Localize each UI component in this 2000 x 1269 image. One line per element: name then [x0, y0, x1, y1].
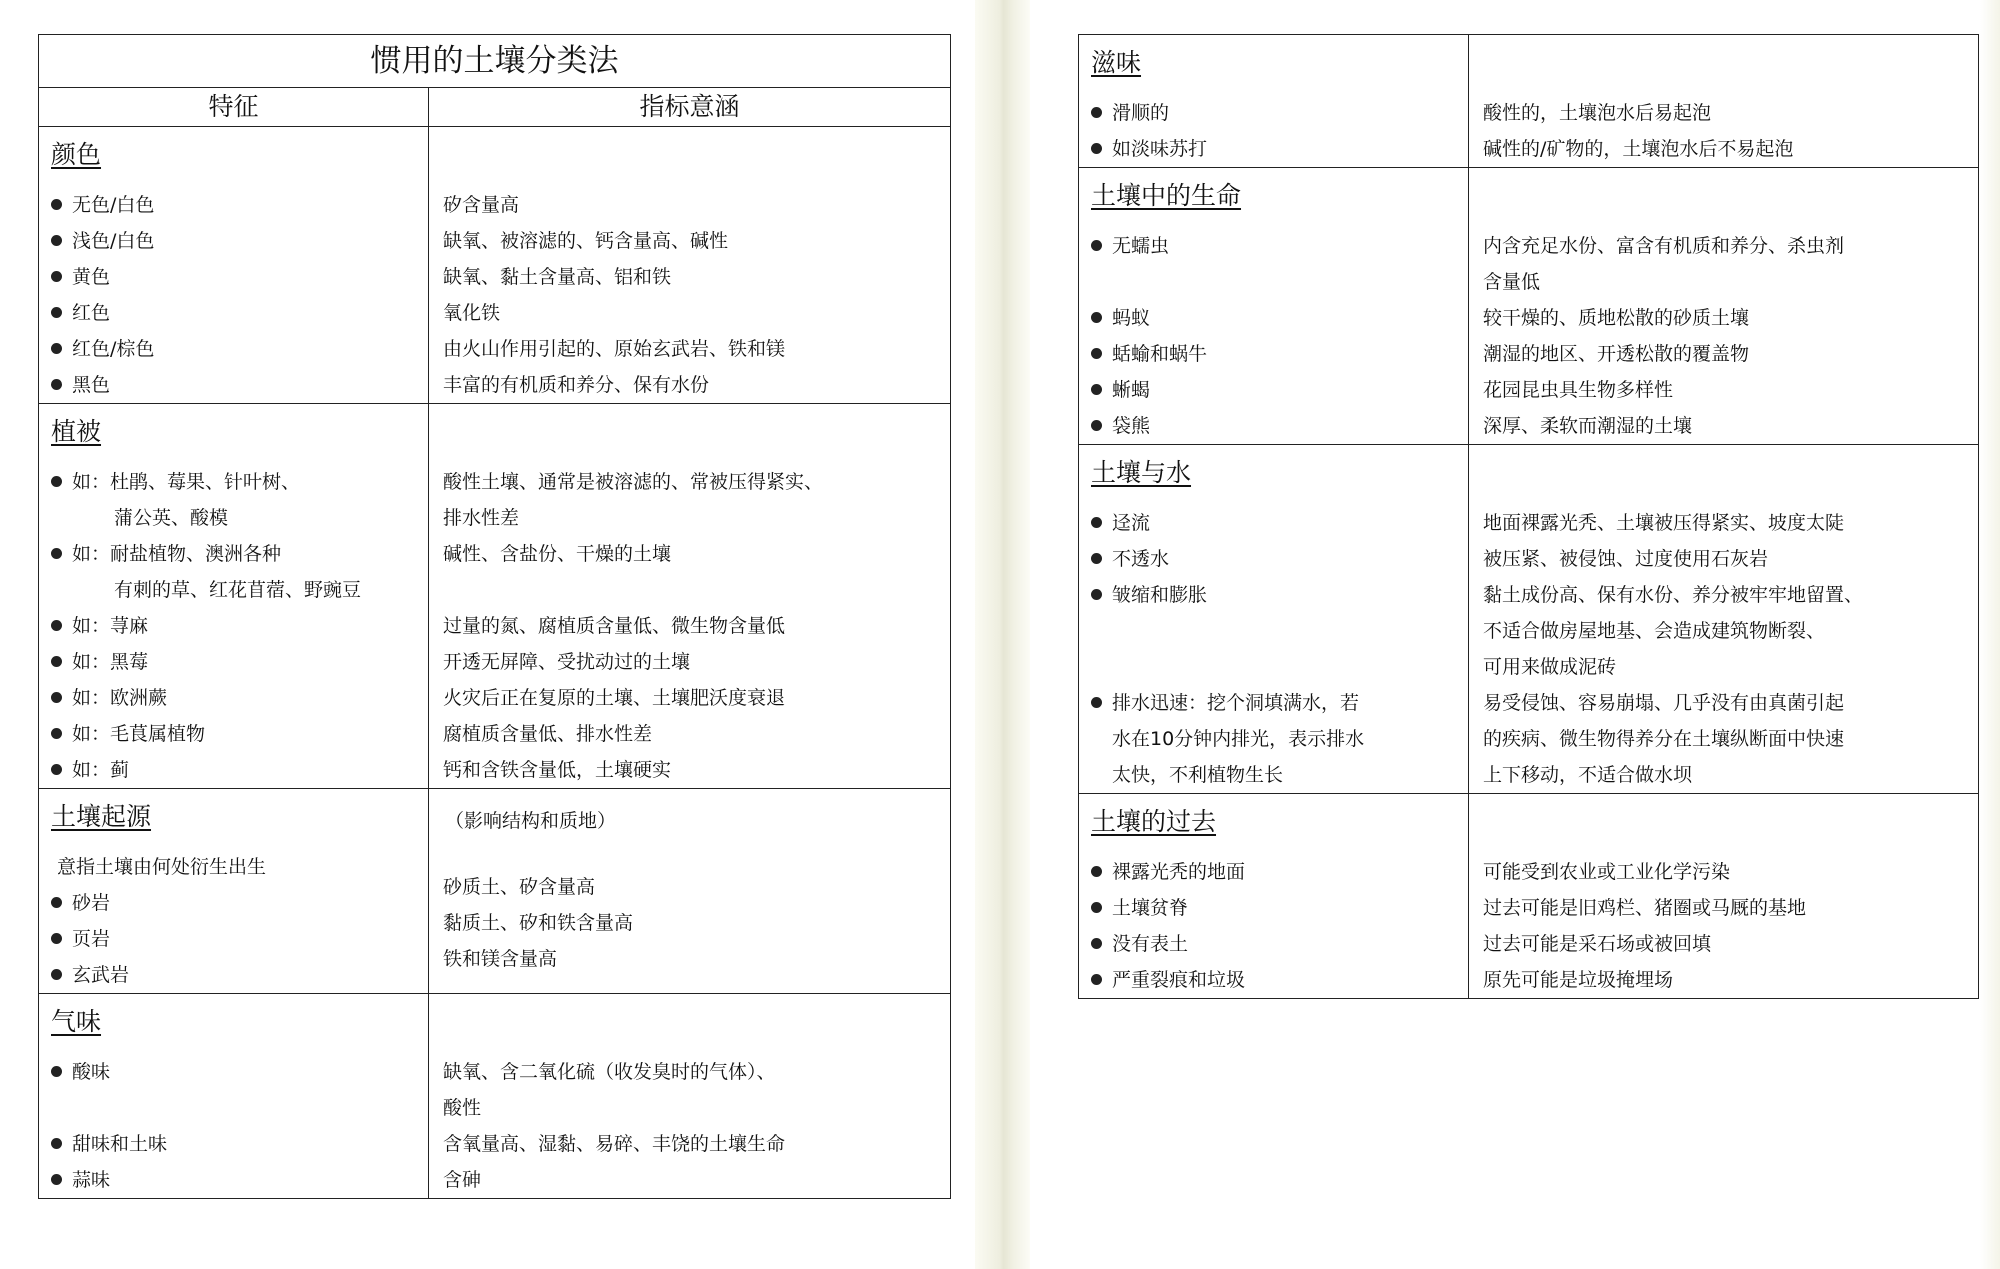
smell-meanings [429, 994, 951, 1199]
meaning-text: 排水性差 [443, 507, 520, 529]
section-origin [39, 789, 951, 994]
bullet-icon [51, 379, 62, 390]
list-item: 如：蓟 [39, 752, 428, 788]
bullet-icon [1091, 517, 1102, 528]
meaning-text: 的疾病、微生物得养分在土壤纵断面中快速 [1483, 728, 1845, 750]
bullet-icon [1091, 384, 1102, 395]
meaning-text: 过去可能是采石场或被回填 [1483, 933, 1712, 955]
section-title-water: 土壤与水 [1091, 458, 1192, 487]
list-item: 无蠕虫 [1079, 228, 1468, 264]
table-title: 惯用的土壤分类法 [39, 35, 951, 88]
list-item: 红色 [39, 295, 428, 331]
list-item-continued: 太快，不利植物生长 [1112, 764, 1284, 786]
meaning-text: 碱性、含盐份、干燥的土壤 [443, 543, 672, 565]
list-item-continued: 水在10分钟内排光，表示排水 [1112, 728, 1365, 750]
bullet-icon [51, 476, 62, 487]
past-meanings [1469, 794, 1979, 999]
list-item: 排水迅速：挖个洞填满水，若 [1079, 685, 1468, 721]
section-taste [1079, 35, 1979, 168]
meaning-text: 丰富的有机质和养分、保有水份 [443, 374, 710, 396]
bullet-icon [51, 620, 62, 631]
meaning-text: 缺氧、含二氧化硫（收发臭时的气体）、 [443, 1061, 776, 1083]
list-item: 如：荨麻 [39, 608, 428, 644]
bullet-icon [51, 692, 62, 703]
bullet-icon [51, 199, 62, 210]
meaning-text: 黏土成份高、保有水份、养分被牢牢地留置、 [1483, 584, 1864, 606]
bullet-icon [51, 656, 62, 667]
life-meanings [1469, 168, 1979, 445]
meaning-text: 不适合做房屋地基、会造成建筑物断裂、 [1483, 620, 1826, 642]
section-past [1079, 794, 1979, 999]
meaning-text: 含砷 [443, 1169, 482, 1191]
list-item: 没有表土 [1079, 926, 1468, 962]
soil-classification-table-left [38, 34, 951, 1199]
list-item: 黑色 [39, 367, 428, 403]
past-features [1079, 794, 1469, 999]
water-features [1079, 445, 1469, 794]
origin-note: （影响结构和质地） [445, 810, 617, 832]
list-item: 砂岩 [39, 885, 428, 921]
meaning-text: 碱性的/矿物的，土壤泡水后不易起泡 [1483, 138, 1794, 160]
color-features [39, 127, 429, 404]
list-item: 蒜味 [39, 1162, 428, 1198]
bullet-icon [1091, 974, 1102, 985]
bullet-icon [1091, 107, 1102, 118]
bullet-icon [1091, 697, 1102, 708]
list-item: 玄武岩 [39, 957, 428, 993]
section-title-origin: 土壤起源 [51, 802, 152, 831]
section-smell [39, 994, 951, 1199]
section-vegetation [39, 404, 951, 789]
meaning-text: 含量低 [1483, 271, 1541, 293]
header-feature: 特征 [39, 88, 429, 127]
bullet-icon [51, 1138, 62, 1149]
list-item: 蜥蝎 [1079, 372, 1468, 408]
list-item: 如：耐盐植物、澳洲各种 [39, 536, 428, 572]
meaning-text: 可能受到农业或工业化学污染 [1483, 861, 1731, 883]
section-title-color: 颜色 [51, 140, 102, 169]
bullet-icon [51, 1174, 62, 1185]
meaning-text: 上下移动，不适合做水坝 [1483, 764, 1693, 786]
meaning-text: 深厚、柔软而潮湿的土壤 [1483, 415, 1693, 437]
list-item: 如：欧洲蕨 [39, 680, 428, 716]
header-meaning: 指标意涵 [429, 88, 951, 127]
smell-features [39, 994, 429, 1199]
list-item: 如：毛茛属植物 [39, 716, 428, 752]
meaning-text: 黏质土、矽和铁含量高 [443, 912, 634, 934]
taste-features [1079, 35, 1469, 168]
list-item: 浅色/白色 [39, 223, 428, 259]
meaning-text: 缺氧、被溶滤的、钙含量高、碱性 [443, 230, 729, 252]
meaning-text: 缺氧、黏土含量高、铝和铁 [443, 266, 672, 288]
bullet-icon [51, 343, 62, 354]
meaning-text: 钙和含铁含量低，土壤硬实 [443, 759, 672, 781]
list-item-continued: 有刺的草、红花苜蓿、野豌豆 [114, 579, 362, 601]
meaning-text: 火灾后正在复原的土壤、土壤肥沃度衰退 [443, 687, 786, 709]
bullet-icon [51, 548, 62, 559]
list-item: 蚂蚁 [1079, 300, 1468, 336]
meaning-text: 被压紧、被侵蚀、过度使用石灰岩 [1483, 548, 1769, 570]
meaning-text: 地面裸露光秃、土壤被压得紧实、坡度太陡 [1483, 512, 1845, 534]
section-title-life: 土壤中的生命 [1091, 181, 1242, 210]
meaning-text: 含氧量高、湿黏、易碎、丰饶的土壤生命 [443, 1133, 786, 1155]
meaning-text: 原先可能是垃圾掩埋场 [1483, 969, 1674, 991]
section-title-taste: 滋味 [1091, 48, 1142, 77]
list-item: 蛞蝓和蜗牛 [1079, 336, 1468, 372]
page-edge [1980, 0, 2000, 1269]
bullet-icon [51, 764, 62, 775]
bullet-icon [1091, 866, 1102, 877]
meaning-text: 氧化铁 [443, 302, 501, 324]
bullet-icon [51, 969, 62, 980]
meaning-text: 过去可能是旧鸡栏、猪圈或马厩的基地 [1483, 897, 1807, 919]
meaning-text: 易受侵蚀、容易崩塌、几乎没有由真菌引起 [1483, 692, 1845, 714]
list-item: 黄色 [39, 259, 428, 295]
bullet-icon [1091, 902, 1102, 913]
origin-intro: 意指土壤由何处衍生出生 [57, 856, 267, 878]
list-item: 袋熊 [1079, 408, 1468, 444]
meaning-text: 腐植质含量低、排水性差 [443, 723, 653, 745]
meaning-text: 开透无屏障、受扰动过的土壤 [443, 651, 691, 673]
bullet-icon [1091, 348, 1102, 359]
list-item: 迳流 [1079, 505, 1468, 541]
list-item: 滑顺的 [1079, 95, 1468, 131]
bullet-icon [1091, 553, 1102, 564]
bullet-icon [51, 933, 62, 944]
list-item: 页岩 [39, 921, 428, 957]
bullet-icon [51, 235, 62, 246]
meaning-text: 砂质土、矽含量高 [443, 876, 596, 898]
section-title-smell: 气味 [51, 1007, 102, 1036]
meaning-text: 酸性土壤、通常是被溶滤的、常被压得紧实、 [443, 471, 824, 493]
list-item: 如：黑莓 [39, 644, 428, 680]
meaning-text: 过量的氮、腐植质含量低、微生物含量低 [443, 615, 786, 637]
color-meanings [429, 127, 951, 404]
list-item: 如淡味苏打 [1079, 131, 1468, 167]
meaning-text: 内含充足水份、富含有机质和养分、杀虫剂 [1483, 235, 1845, 257]
meaning-text: 可用来做成泥砖 [1483, 656, 1617, 678]
list-item: 皱缩和膨胀 [1079, 577, 1468, 613]
list-item: 裸露光秃的地面 [1079, 854, 1468, 890]
vegetation-features [39, 404, 429, 789]
bullet-icon [1091, 143, 1102, 154]
list-item: 如：杜鹃、莓果、针叶树、 [39, 464, 428, 500]
bullet-icon [51, 1066, 62, 1077]
bullet-icon [51, 271, 62, 282]
list-item: 酸味 [39, 1054, 428, 1090]
list-item: 严重裂痕和垃圾 [1079, 962, 1468, 998]
taste-meanings [1469, 35, 1979, 168]
meaning-text: 铁和镁含量高 [443, 948, 558, 970]
life-features [1079, 168, 1469, 445]
section-title-past: 土壤的过去 [1091, 807, 1217, 836]
bullet-icon [51, 307, 62, 318]
origin-features [39, 789, 429, 994]
list-item-continued: 蒲公英、酸模 [114, 507, 229, 529]
bullet-icon [1091, 938, 1102, 949]
meaning-text: 由火山作用引起的、原始玄武岩、铁和镁 [443, 338, 786, 360]
section-water [1079, 445, 1979, 794]
vegetation-meanings [429, 404, 951, 789]
list-item: 无色/白色 [39, 187, 428, 223]
section-title-vegetation: 植被 [51, 417, 102, 446]
meaning-text: 酸性 [443, 1097, 482, 1119]
bullet-icon [51, 728, 62, 739]
meaning-text: 潮湿的地区、开透松散的覆盖物 [1483, 343, 1750, 365]
bullet-icon [1091, 240, 1102, 251]
section-life [1079, 168, 1979, 445]
origin-meanings [429, 789, 951, 994]
list-item: 红色/棕色 [39, 331, 428, 367]
list-item: 土壤贫脊 [1079, 890, 1468, 926]
book-gutter [975, 0, 1030, 1269]
list-item: 甜味和土味 [39, 1126, 428, 1162]
water-meanings [1469, 445, 1979, 794]
meaning-text: 花园昆虫具生物多样性 [1483, 379, 1674, 401]
bullet-icon [1091, 589, 1102, 600]
list-item: 不透水 [1079, 541, 1468, 577]
meaning-text: 矽含量高 [443, 194, 520, 216]
meaning-text: 酸性的，土壤泡水后易起泡 [1483, 102, 1712, 124]
soil-classification-table-right [1078, 34, 1979, 999]
bullet-icon [1091, 312, 1102, 323]
section-color [39, 127, 951, 404]
meaning-text: 较干燥的、质地松散的砂质土壤 [1483, 307, 1750, 329]
bullet-icon [51, 897, 62, 908]
bullet-icon [1091, 420, 1102, 431]
